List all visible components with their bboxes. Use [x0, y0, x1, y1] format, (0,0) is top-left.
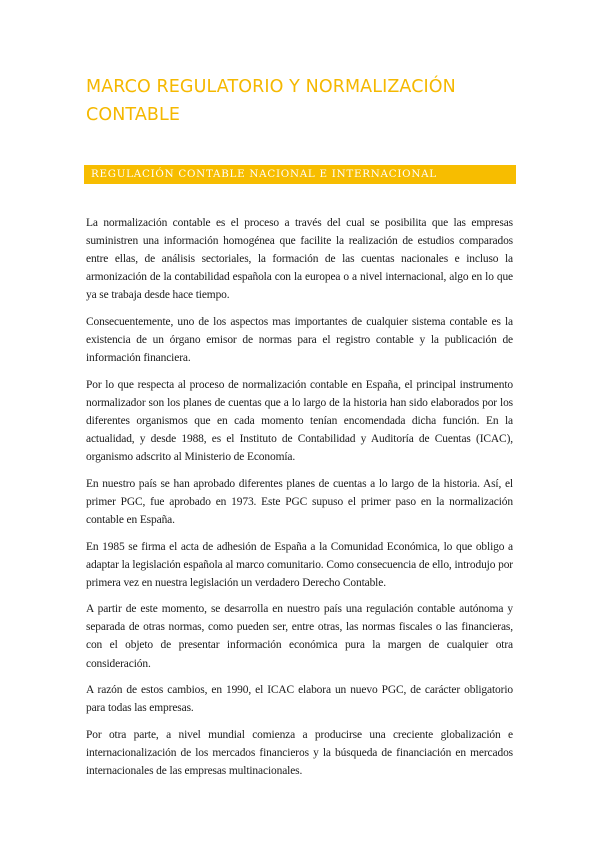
paragraph: A razón de estos cambios, en 1990, el ICAC elabora un nuevo PGC, de carácter obligatorio para todas las empresas.	[86, 684, 513, 715]
section-heading-bar	[84, 165, 516, 184]
paragraph: Por otra parte, a nivel mundial comienza a producirse una creciente globalización e internacionalización de los mercados financieros y la búsqueda de financiación en mercados internacionales de las empresas multinacionales.	[86, 728, 513, 778]
paragraph: Por lo que respecta al proceso de normalización contable en España, el principal instrumento normalizador son los planes de cuentas que a lo largo de la historia han sido elaborados por los diferentes organismos que en cada momento tenían encomendada dicha función. En la actualidad, y desde 1988, es el Instituto de Contabilidad y Auditoría de Cuentas (ICAC), organismo adscrito al Ministerio de Economía.	[86, 378, 513, 464]
section-heading: REGULACIÓN CONTABLE NACIONAL E INTERNACIONAL	[91, 168, 437, 180]
page-title: MARCO REGULATORIO Y NORMALIZACIÓN CONTABLE	[86, 77, 456, 125]
paragraph: En nuestro país se han aprobado diferentes planes de cuentas a lo largo de la historia. Así, el primer PGC, fue aprobado en 1973. Este PGC supuso el primer paso en la normalización contable en España.	[86, 477, 513, 526]
body-text	[86, 214, 513, 789]
paragraph: En 1985 se firma el acta de adhesión de España a la Comunidad Económica, lo que obligo a adaptar la legislación española al marco comunitario. Como consecuencia de ello, introdujo por primera vez en nuestra legislación un verdadero Derecho Contable.	[86, 540, 513, 589]
paragraph: A partir de este momento, se desarrolla en nuestro país una regulación contable autónoma y separada de otras normas, como pueden ser, entre otras, las normas fiscales o las financieras, con el objeto de presentar información económica pura la margen de cualquier otra consideración.	[86, 603, 513, 670]
paragraph: La normalización contable es el proceso a través del cual se posibilita que las empresas suministren una información homogénea que facilite la realización de estudios comparados entre ellas, de análisis sectoriales, la formación de las cuentas nacionales e incluso la armonización de la contabilidad española con la europea o a nivel internacional, algo en lo que ya se trabaja desde hace tiempo.	[86, 217, 513, 302]
paragraph: Consecuentemente, uno de los aspectos mas importantes de cualquier sistema contable es la existencia de un órgano emisor de normas para el registro contable y la publicación de información financiera.	[86, 315, 513, 365]
